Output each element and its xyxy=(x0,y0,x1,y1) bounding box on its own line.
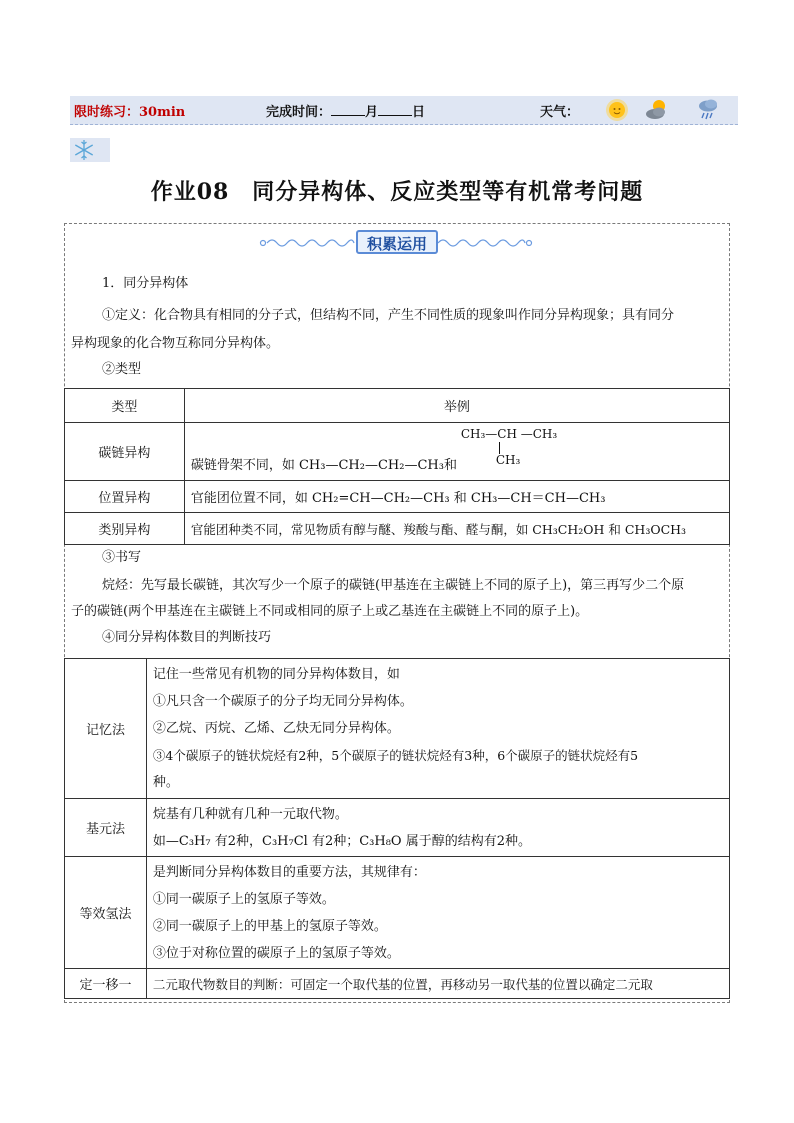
table-row xyxy=(65,969,730,999)
sun-icon[interactable] xyxy=(604,97,630,123)
table-row xyxy=(65,481,730,513)
linear-formula: CH₃—CH₂—CH₂—CH₃ xyxy=(298,458,444,473)
section-heading: 1．同分异构体 xyxy=(102,276,189,291)
day-blank[interactable] xyxy=(378,102,412,116)
header-example: 举例 xyxy=(184,389,729,423)
type-category: 类别异构 xyxy=(65,513,185,545)
snowflake-icon[interactable] xyxy=(72,138,96,162)
time-limit-label: 限时练习：30min xyxy=(74,105,186,120)
partly-cloudy-icon[interactable] xyxy=(644,97,670,123)
completion-time-label: 完成时间： xyxy=(266,105,332,120)
method-fix-one: 定一移一 xyxy=(65,969,147,999)
month-label: 月 xyxy=(365,105,379,120)
snow-box xyxy=(70,138,110,162)
memory-line: ①凡只含一个碳原子的分子均无同分异构体。 xyxy=(152,694,413,709)
example-position: 官能团位置不同，如 CH₂=CH—CH₂—CH₃ 和 CH₃—CH＝CH—CH₃ xyxy=(184,481,729,513)
table-row xyxy=(65,857,730,969)
branched-formula-top: CH₃—CH —CH₃ xyxy=(460,427,558,441)
method-radical: 基元法 xyxy=(65,799,147,857)
memory-line: 种。 xyxy=(152,775,179,790)
and-word: 和 xyxy=(443,458,457,473)
type-position: 位置异构 xyxy=(65,481,185,513)
memory-line: ②乙烷、丙烷、乙烯、乙炔无同分异构体。 xyxy=(152,721,400,736)
table-header-row xyxy=(65,389,730,423)
methods-table xyxy=(64,658,730,999)
method-radical-content xyxy=(146,799,729,857)
equivalent-h-line: ①同一碳原子上的氢原子等效。 xyxy=(152,891,335,907)
memory-line: 记住一些常见有机物的同分异构体数目，如 xyxy=(152,667,400,682)
equivalent-h-line: 是判断同分异构体数目的重要方法，其规律有： xyxy=(152,864,426,880)
header-bar xyxy=(70,96,738,125)
method-memory: 记忆法 xyxy=(65,659,147,799)
table-row xyxy=(65,659,730,799)
method-equivalent-h: 等效氢法 xyxy=(65,857,147,969)
writing-line-1: 烷烃：先写最长碳链，其次写少一个原子的碳链(甲基连在主碳链上不同的原子上)，第三再写少二个原 xyxy=(102,578,685,593)
memory-line: ③4个碳原子的链状烷烃有2种，5个碳原子的链状烷烃有3种，6个碳原子的链状烷烃有5 xyxy=(152,748,639,763)
equivalent-h-line: ③位于对称位置的碳原子上的氢原子等效。 xyxy=(152,945,400,961)
month-blank[interactable] xyxy=(331,102,365,116)
types-table xyxy=(64,388,730,545)
method-equivalent-h-content xyxy=(146,857,729,969)
table-row xyxy=(65,799,730,857)
types-heading: ②类型 xyxy=(102,362,142,377)
radical-line: 如—C₃H₇ 有2种，C₃H₇Cl 有2种；C₃H₈O 属于醇的结构有2种。 xyxy=(152,833,531,849)
page-title: 作业08 同分异构体、反应类型等有机常考问题 xyxy=(150,179,644,205)
count-heading: ④同分异构体数目的判断技巧 xyxy=(102,630,272,645)
type-carbon-chain: 碳链异构 xyxy=(65,423,185,481)
example-carbon-chain xyxy=(184,423,729,481)
table-row xyxy=(65,423,730,481)
carbon-chain-text: 碳链骨架不同，如 CH₃—CH₂—CH₂—CH₃和 xyxy=(190,458,457,473)
branched-formula-bottom: CH₃ xyxy=(495,453,521,467)
example-category: 官能团种类不同，常见物质有醇与醚、羧酸与酯、醛与酮，如 CH₃CH₂OH 和 CH₃OCH₃ xyxy=(184,513,729,545)
writing-heading: ③书写 xyxy=(102,550,142,565)
rain-icon[interactable] xyxy=(696,97,722,123)
method-memory-content xyxy=(146,659,729,799)
day-label: 日 xyxy=(412,105,426,120)
definition-line-2: 异构现象的化合物互称同分异构体。 xyxy=(71,336,280,351)
header-type: 类型 xyxy=(65,389,185,423)
weather-label: 天气： xyxy=(540,105,580,120)
definition-line-1: ①定义：化合物具有相同的分子式，但结构不同，产生不同性质的现象叫作同分异构现象；具有同分 xyxy=(102,308,675,323)
table-row xyxy=(65,513,730,545)
writing-line-2: 子的碳链(两个甲基连在主碳链上不同或相同的原子上或乙基连在主碳链上不同的原子上)。 xyxy=(71,604,589,619)
radical-line: 烷基有几种就有几种一元取代物。 xyxy=(152,806,348,822)
fix-one-line: 二元取代物数目的判断：可固定一个取代基的位置，再移动另一取代基的位置以确定二元取 xyxy=(146,969,729,999)
completion-time xyxy=(266,101,425,120)
banner-label: 积累运用 xyxy=(356,230,438,254)
equivalent-h-line: ②同一碳原子上的甲基上的氢原子等效。 xyxy=(152,918,387,934)
